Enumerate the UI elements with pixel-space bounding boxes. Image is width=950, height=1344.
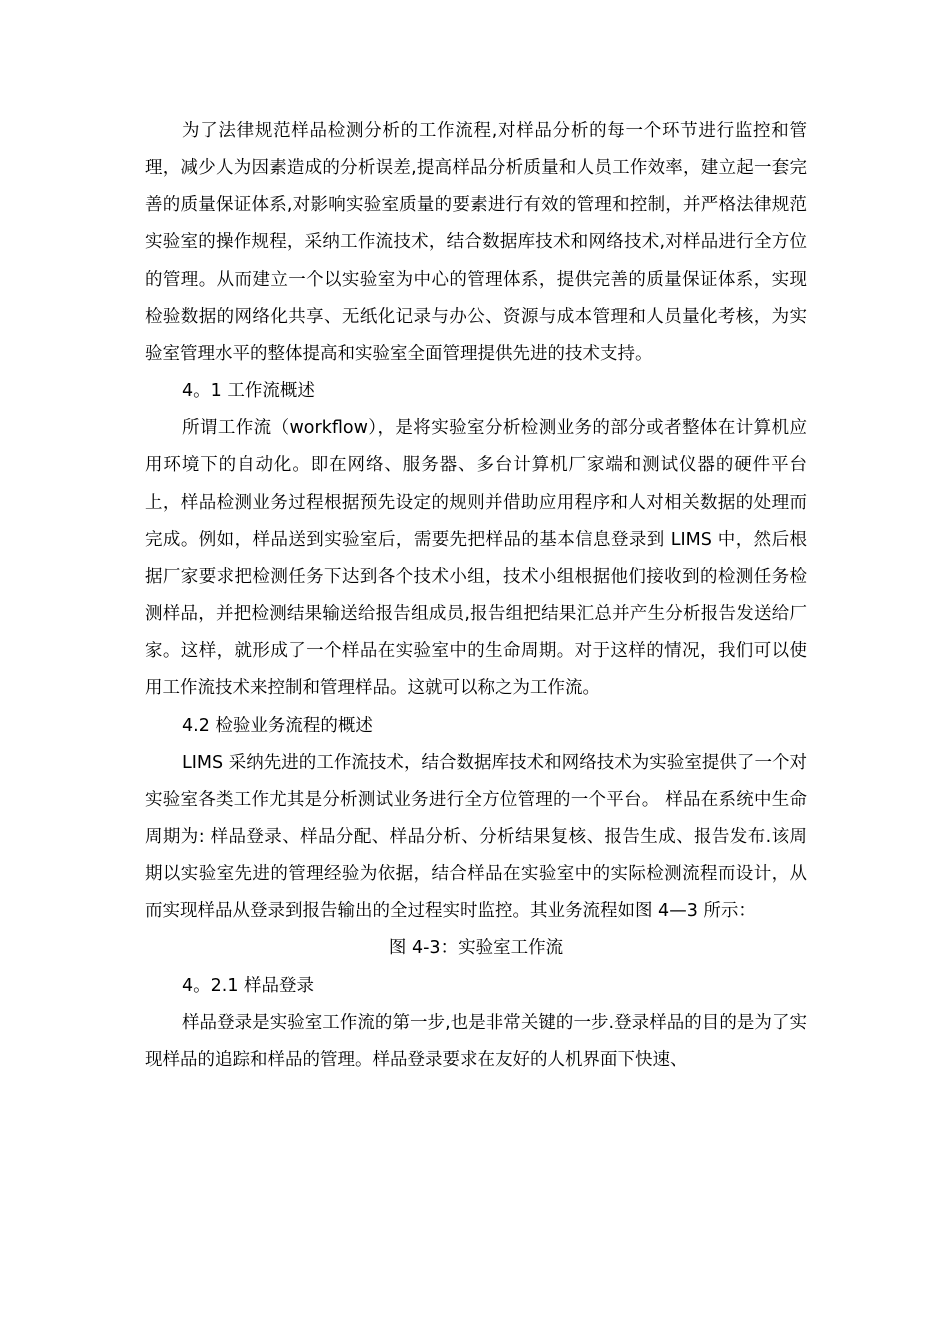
- business-process-paragraph: LIMS 采纳先进的工作流技术，结合数据库技术和网络技术为实验室提供了一个对实验室各类工作尤其是分析测试业务进行全方位管理的一个平台。 样品在系统中生命周期为: 样品登录、样品分配、样品分析、分析结果复核、报告生成、报告发布.该周期以实验室先进的管理经验为依据，结合样品在实验室中的实际检测流程而设计，从而实现样品从登录到报告输出的全过程实时监控。其业务流程如图 4—3 所示：: [145, 752, 807, 922]
- section-heading-4-1: 4。1 工作流概述: [182, 381, 315, 402]
- workflow-overview-paragraph: 所谓工作流（workflow），是将实验室分析检测业务的部分或者整体在计算机应用环境下的自动化。即在网络、服务器、多台计算机厂家端和测试仪器的硬件平台上，样品检测业务过程根据预先设定的规则并借助应用程序和人对相关数据的处理而完成。例如，样品送到实验室后，需要先把样品的基本信息登录到 LIMS 中，然后根据厂家要求把检测任务下达到各个技术小组，技术小组根据他们接收到的检测任务检测样品，并把检测结果输送给报告组成员,报告组把结果汇总并产生分析报告发送给厂家。这样，就形成了一个样品在实验室中的生命周期。对于这样的情况，我们可以使用工作流技术来控制和管理样品。这就可以称之为工作流。: [145, 418, 807, 699]
- sample-login-paragraph: 样品登录是实验室工作流的第一步,也是非常关键的一步.登录样品的目的是为了实现样品的追踪和样品的管理。样品登录要求在友好的人机界面下快速、: [145, 1012, 807, 1070]
- section-heading-4-2: 4.2 检验业务流程的概述: [182, 715, 373, 736]
- intro-paragraph: 为了法律规范样品检测分析的工作流程,对样品分析的每一个环节进行监控和管理，减少人为因素造成的分析误差,提高样品分析质量和人员工作效率，建立起一套完善的质量保证体系,对影响实验室质量的要素进行有效的管理和控制，并严格法律规范实验室的操作规程，采纳工作流技术，结合数据库技术和网络技术,对样品进行全方位的管理。从而建立一个以实验室为中心的管理体系，提供完善的质量保证体系，实现检验数据的网络化共享、无纸化记录与办公、资源与成本管理和人员量化考核，为实验室管理水平的整体提高和实验室全面管理提供先进的技术支持。: [145, 121, 807, 364]
- document-body: [145, 113, 807, 1079]
- figure-caption: 图 4-3：实验室工作流: [388, 938, 564, 959]
- section-heading-4-2-1: 4。2.1 样品登录: [182, 975, 315, 996]
